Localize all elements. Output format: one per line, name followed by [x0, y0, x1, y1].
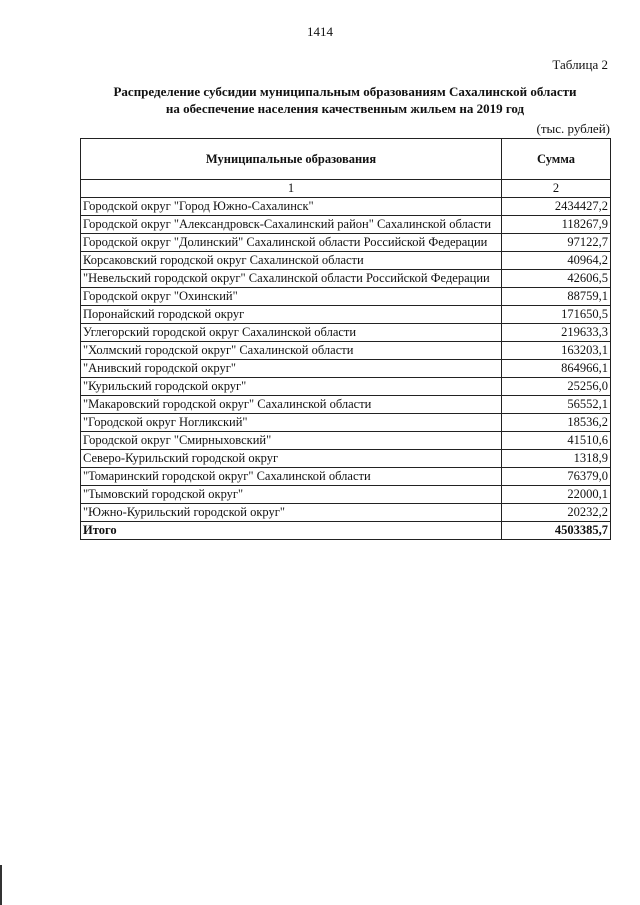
- subsidy-amount: 118267,9: [502, 216, 611, 234]
- header-name: Муниципальные образования: [81, 139, 502, 180]
- subsidy-amount: 97122,7: [502, 234, 611, 252]
- document-title: [80, 83, 610, 117]
- table-label: Таблица 2: [552, 57, 608, 72]
- subsidy-amount: 88759,1: [502, 288, 611, 306]
- municipality-name: "Томаринский городской округ" Сахалинской области: [81, 468, 502, 486]
- column-number-2: 2: [502, 180, 611, 198]
- table-row: [81, 432, 611, 450]
- subsidy-amount: 41510,6: [502, 432, 611, 450]
- table-row: [81, 216, 611, 234]
- subsidy-amount: 864966,1: [502, 360, 611, 378]
- municipality-name: Городской округ "Долинский" Сахалинской области Российской Федерации: [81, 234, 502, 252]
- table-row: [81, 486, 611, 504]
- table-row: [81, 234, 611, 252]
- municipality-name: Городской округ "Охинский": [81, 288, 502, 306]
- municipality-name: "Южно-Курильский городской округ": [81, 504, 502, 522]
- scan-edge-mark: [0, 865, 2, 905]
- table-row: [81, 468, 611, 486]
- subsidy-amount: 1318,9: [502, 450, 611, 468]
- total-amount: 4503385,7: [502, 522, 611, 540]
- table-row: [81, 378, 611, 396]
- municipality-name: "Анивский городской округ": [81, 360, 502, 378]
- subsidy-amount: 42606,5: [502, 270, 611, 288]
- municipality-name: Городской округ "Александровск-Сахалинский район" Сахалинской области: [81, 216, 502, 234]
- subsidy-amount: 25256,0: [502, 378, 611, 396]
- subsidy-amount: 56552,1: [502, 396, 611, 414]
- table-row: [81, 396, 611, 414]
- municipality-name: Углегорский городской округ Сахалинской области: [81, 324, 502, 342]
- total-label: Итого: [81, 522, 502, 540]
- title-line-2: на обеспечение населения качественным жильем на 2019 год: [165, 101, 525, 116]
- table-row: [81, 450, 611, 468]
- total-row: [81, 522, 611, 540]
- table-row: [81, 414, 611, 432]
- column-number-1: 1: [81, 180, 502, 198]
- municipality-name: "Курильский городской округ": [81, 378, 502, 396]
- header-row: [81, 139, 611, 180]
- table-row: [81, 324, 611, 342]
- subsidy-amount: 20232,2: [502, 504, 611, 522]
- header-amount: Сумма: [502, 139, 611, 180]
- table-row: [81, 198, 611, 216]
- subsidy-amount: 2434427,2: [502, 198, 611, 216]
- subsidy-amount: 163203,1: [502, 342, 611, 360]
- subsidy-amount: 76379,0: [502, 468, 611, 486]
- table-row: [81, 288, 611, 306]
- units-label: (тыс. рублей): [536, 121, 610, 136]
- subsidy-amount: 219633,3: [502, 324, 611, 342]
- municipality-name: Северо-Курильский городской округ: [81, 450, 502, 468]
- subsidy-amount: 171650,5: [502, 306, 611, 324]
- municipality-name: Корсаковский городской округ Сахалинской области: [81, 252, 502, 270]
- subsidy-table: [80, 138, 611, 540]
- table-row: [81, 360, 611, 378]
- table-row: [81, 504, 611, 522]
- subsidy-amount: 40964,2: [502, 252, 611, 270]
- title-line-1: Распределение субсидии муниципальным образованиям Сахалинской области: [113, 84, 577, 99]
- table-row: [81, 306, 611, 324]
- table-row: [81, 270, 611, 288]
- municipality-name: "Невельский городской округ" Сахалинской области Российской Федерации: [81, 270, 502, 288]
- municipality-name: "Тымовский городской округ": [81, 486, 502, 504]
- municipality-name: Поронайский городской округ: [81, 306, 502, 324]
- table-row: [81, 252, 611, 270]
- page-number: 1414: [307, 24, 333, 39]
- municipality-name: "Макаровский городской округ" Сахалинской области: [81, 396, 502, 414]
- municipality-name: "Холмский городской округ" Сахалинской области: [81, 342, 502, 360]
- table-row: [81, 342, 611, 360]
- municipality-name: Городской округ "Город Южно-Сахалинск": [81, 198, 502, 216]
- subsidy-amount: 22000,1: [502, 486, 611, 504]
- municipality-name: Городской округ "Смирныховский": [81, 432, 502, 450]
- subsidy-amount: 18536,2: [502, 414, 611, 432]
- column-number-row: [81, 180, 611, 198]
- municipality-name: "Городской округ Ногликский": [81, 414, 502, 432]
